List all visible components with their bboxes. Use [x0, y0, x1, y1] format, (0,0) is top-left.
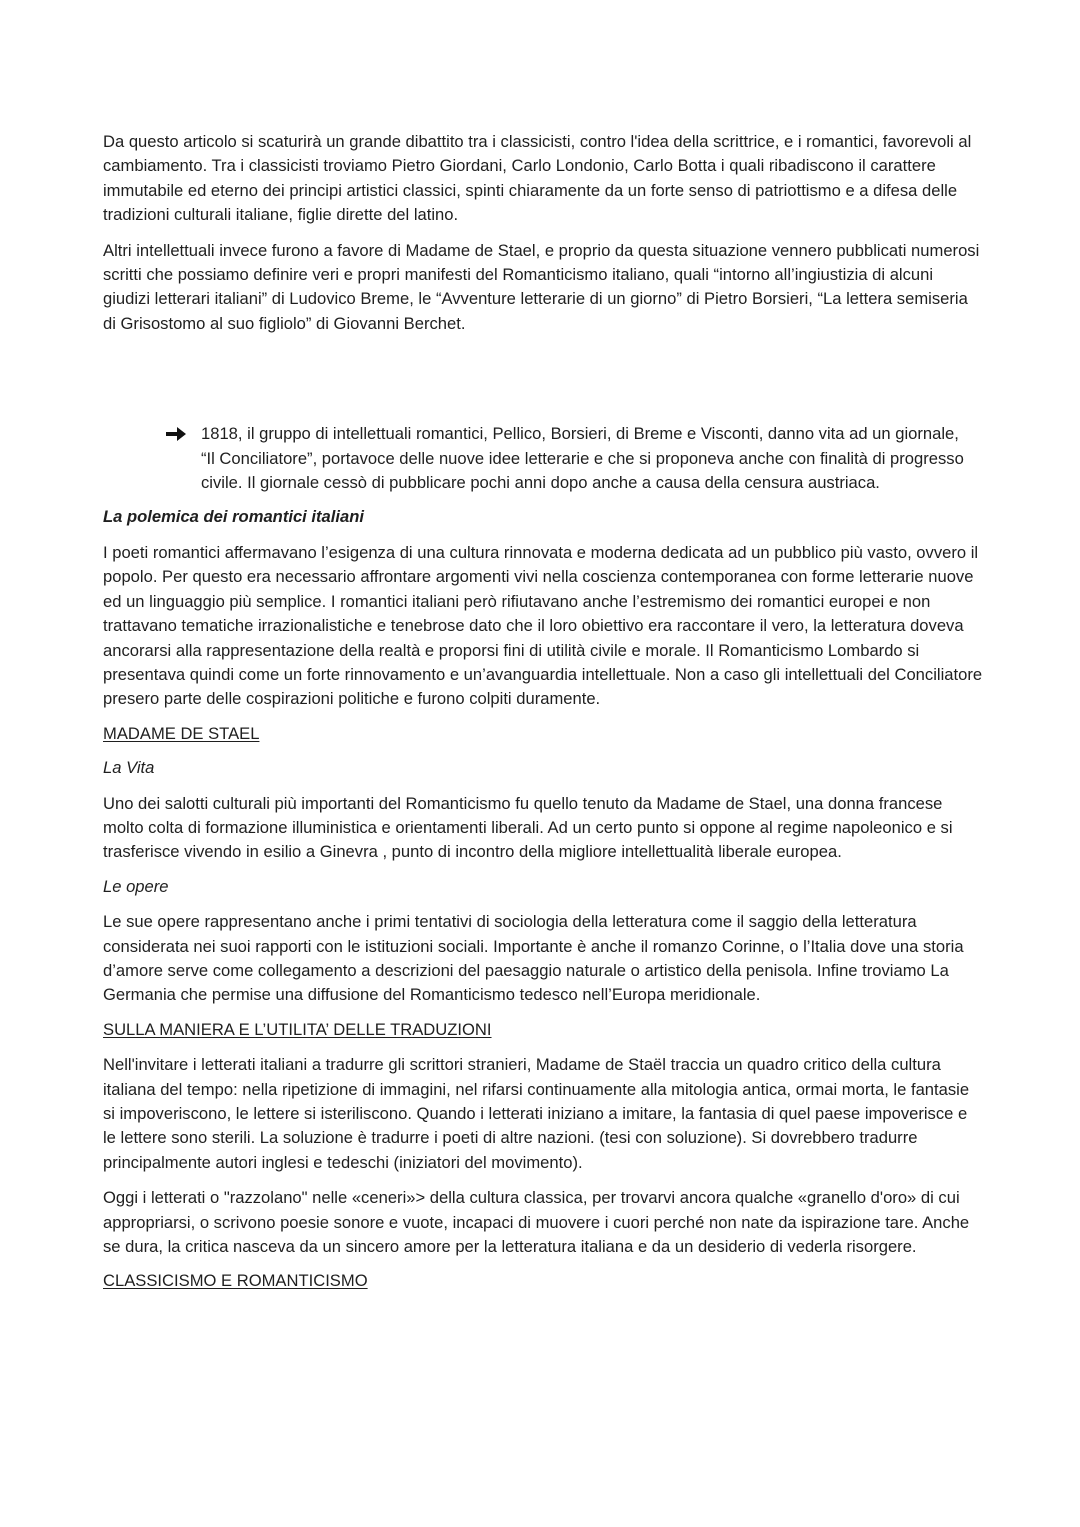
paragraph-opere: Le sue opere rappresentano anche i primi tentativi di sociologia della letteratura come il saggio della letteratura considerata nei suoi rapporti con le istituzioni sociali. Importante è anche il romanzo Corinne, o l’Italia dove una storia d’amore serve come collegamento a descrizioni del paesaggio naturale o artistico della penisola. Infine troviamo La Germania che permise una diffusione del Romanticismo tedesco nell’Europa meridionale. [103, 912, 964, 1005]
heading-le-opere: Le opere [103, 876, 169, 896]
heading-la-vita: La Vita [103, 758, 155, 778]
bullet-text: 1818, il gruppo di intellettuali romantici, Pellico, Borsieri, di Breme e Visconti, danno vita ad un giornale, “Il Conciliatore”, portavoce delle nuove idee letterarie e che si proponeva anche con finalità di progresso civile. Il giornale cessò di pubblicare pochi anni dopo anche a causa della censura austriaca. [201, 424, 964, 493]
paragraph-traduzioni-2: Oggi i letterati o "razzolano" nelle «ceneri»> della cultura classica, per trovarvi ancora qualche «granello d'oro» di cui appropriarsi, o scrivono poesie sonore e vuote, incapaci di muovere i cuori perché non nate da ispirazione tare. Anche se dura, la critica nasceva da un sincero amore per la letteratura italiana e da un desiderio di vederla risorgere. [103, 1188, 970, 1257]
paragraph-vita: Uno dei salotti culturali più importanti del Romanticismo fu quello tenuto da Madame de Stael, una donna francese molto colta di formazione illuministica e orientamenti liberali. Ad un certo punto si oppone al regime napoleonico e si trasferisce vivendo in esilio a Ginevra , punto di incontro della migliore intellettualità liberale europea. [103, 793, 953, 862]
paragraph-polemica: I poeti romantici affermavano l’esigenza di una cultura rinnovata e moderna dedicata ad un pubblico più vasto, ovvero il popolo. Per questo era necessario affrontare argomenti vivi nella coscienza contemporanea con forme letterarie nuove ed un linguaggio più semplice. I romantici italiani però rifiutavano anche l’estremismo dei romantici europei e non trattavano tematiche irrazionalistiche e tenebrose dato che il loro obiettivo era raccontare il vero, la letteratura doveva ancorarsi alla rappresentazione della realtà e proporsi fini di utilità civile e morale. Il Romanticismo Lombardo si presentava quindi come un forte rinnovamento e un’avanguardia intellettuale. Non a caso gli intellettuali del Conciliatore presero parte delle cospirazioni politiche e furono colpiti duramente. [103, 542, 983, 709]
heading-madame-de-stael: MADAME DE STAEL [103, 723, 260, 743]
paragraph-manifesti: Altri intellettuali invece furono a favore di Madame de Stael, e proprio da questa situazione vennero pubblicati numerosi scritti che possiamo definire veri e propri manifesti del Romanticismo italiano, quali “intorno all’ingiustizia di alcuni giudizi letterari italiani” di Ludovico Breme, le “Avventure letterarie di un giorno” di Pietro Borsieri, “La lettera semiseria di Grisostomo al suo figliolo” di Giovanni Berchet. [103, 240, 980, 333]
heading-traduzioni: SULLA MANIERA E L’UTILITA’ DELLE TRADUZIONI [103, 1019, 492, 1039]
arrow-right-icon [165, 425, 187, 443]
bullet-conciliatore [201, 422, 971, 495]
heading-polemica: La polemica dei romantici italiani [103, 507, 364, 527]
paragraph-traduzioni-1: Nell'invitare i letterati italiani a tradurre gli scrittori stranieri, Madame de Staël traccia un quadro critico della cultura italiana del tempo: nella ripetizione di immagini, nel rifarsi continuamente alla mitologia antica, ormai morta, le fantasie si impoveriscono, le lettere si isteriliscono. Quando i letterati iniziano a imitare, la fantasia di quel paese impoverisce e le lettere sono sterili. La soluzione è tradurre i poeti di altre nazioni. (tesi con soluzione). Si dovrebbero tradurre principalmente autori inglesi e tedeschi (iniziatori del movimento). [103, 1055, 970, 1172]
paragraph-dibattito: Da questo articolo si scaturirà un grande dibattito tra i classicisti, contro l'idea della scrittrice, e i romantici, favorevoli al cambiamento. Tra i classicisti troviamo Pietro Giordani, Carlo Londonio, Carlo Botta i quali ribadiscono il carattere immutabile ed eterno dei principi artistici classici, spinti chiaramente da un forte senso di patriottismo e a difesa delle tradizioni culturali italiane, figlie dirette del latino. [103, 132, 972, 225]
document-page [103, 130, 983, 1294]
heading-classicismo-romanticismo: CLASSICISMO E ROMANTICISMO [103, 1271, 368, 1291]
